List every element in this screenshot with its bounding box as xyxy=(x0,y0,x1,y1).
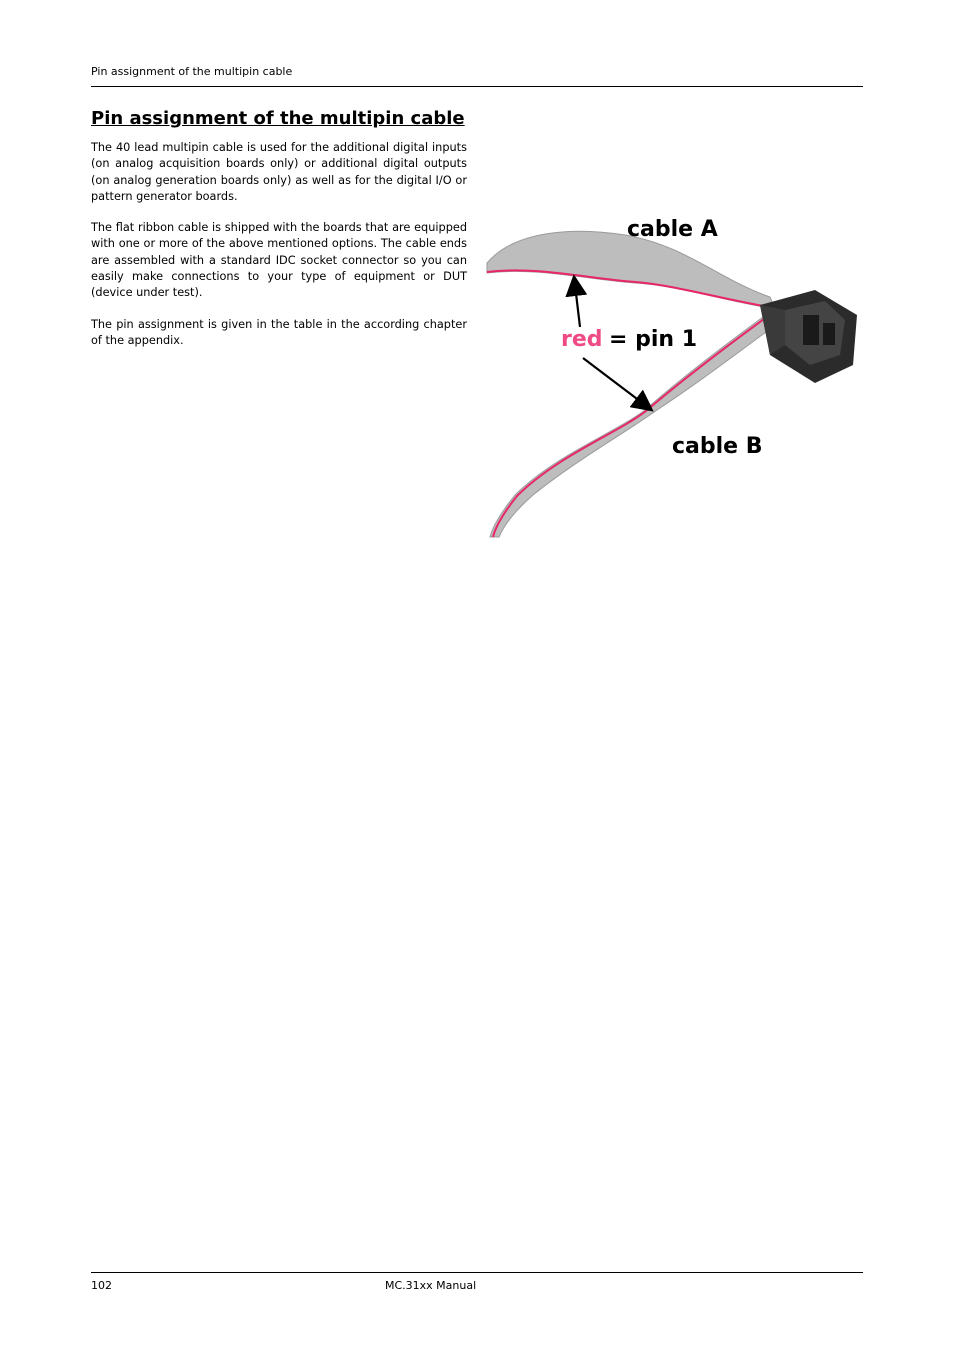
ribbon-cable-figure xyxy=(485,205,865,540)
footer-title: MC.31xx Manual xyxy=(385,1279,477,1292)
section-title: Pin assignment of the multipin cable xyxy=(91,108,465,129)
paragraph-intro: The 40 lead multipin cable is used for the additional digital inputs (on analog acquisition boards only) or additional digital outputs (on analog generation boards only) as well as for the digital I/O or pattern generator boards. xyxy=(91,141,467,203)
ribbon-cable-illustration xyxy=(485,205,865,540)
paragraph-pin-reference: The pin assignment is given in the table in the according chapter of the appendix. xyxy=(91,318,467,348)
idc-connector xyxy=(760,290,857,383)
label-cable-a: cable A xyxy=(627,217,718,242)
arrow-to-cable-b-stripe xyxy=(583,358,645,405)
header-rule xyxy=(91,86,863,87)
label-pin-1: = pin 1 xyxy=(609,327,698,352)
label-cable-b: cable B xyxy=(672,434,763,459)
label-red: red xyxy=(561,327,603,352)
arrow-to-cable-a-stripe xyxy=(575,285,580,327)
footer-rule xyxy=(91,1272,863,1273)
running-header: Pin assignment of the multipin cable xyxy=(91,65,293,78)
page-number: 102 xyxy=(91,1279,112,1292)
paragraph-shipping: The flat ribbon cable is shipped with the boards that are equipped with one or more of the above mentioned options. The cable ends are assembled with a standard IDC socket connector so you can easily make connections to your type of equipment or DUT (device under test). xyxy=(91,221,467,300)
